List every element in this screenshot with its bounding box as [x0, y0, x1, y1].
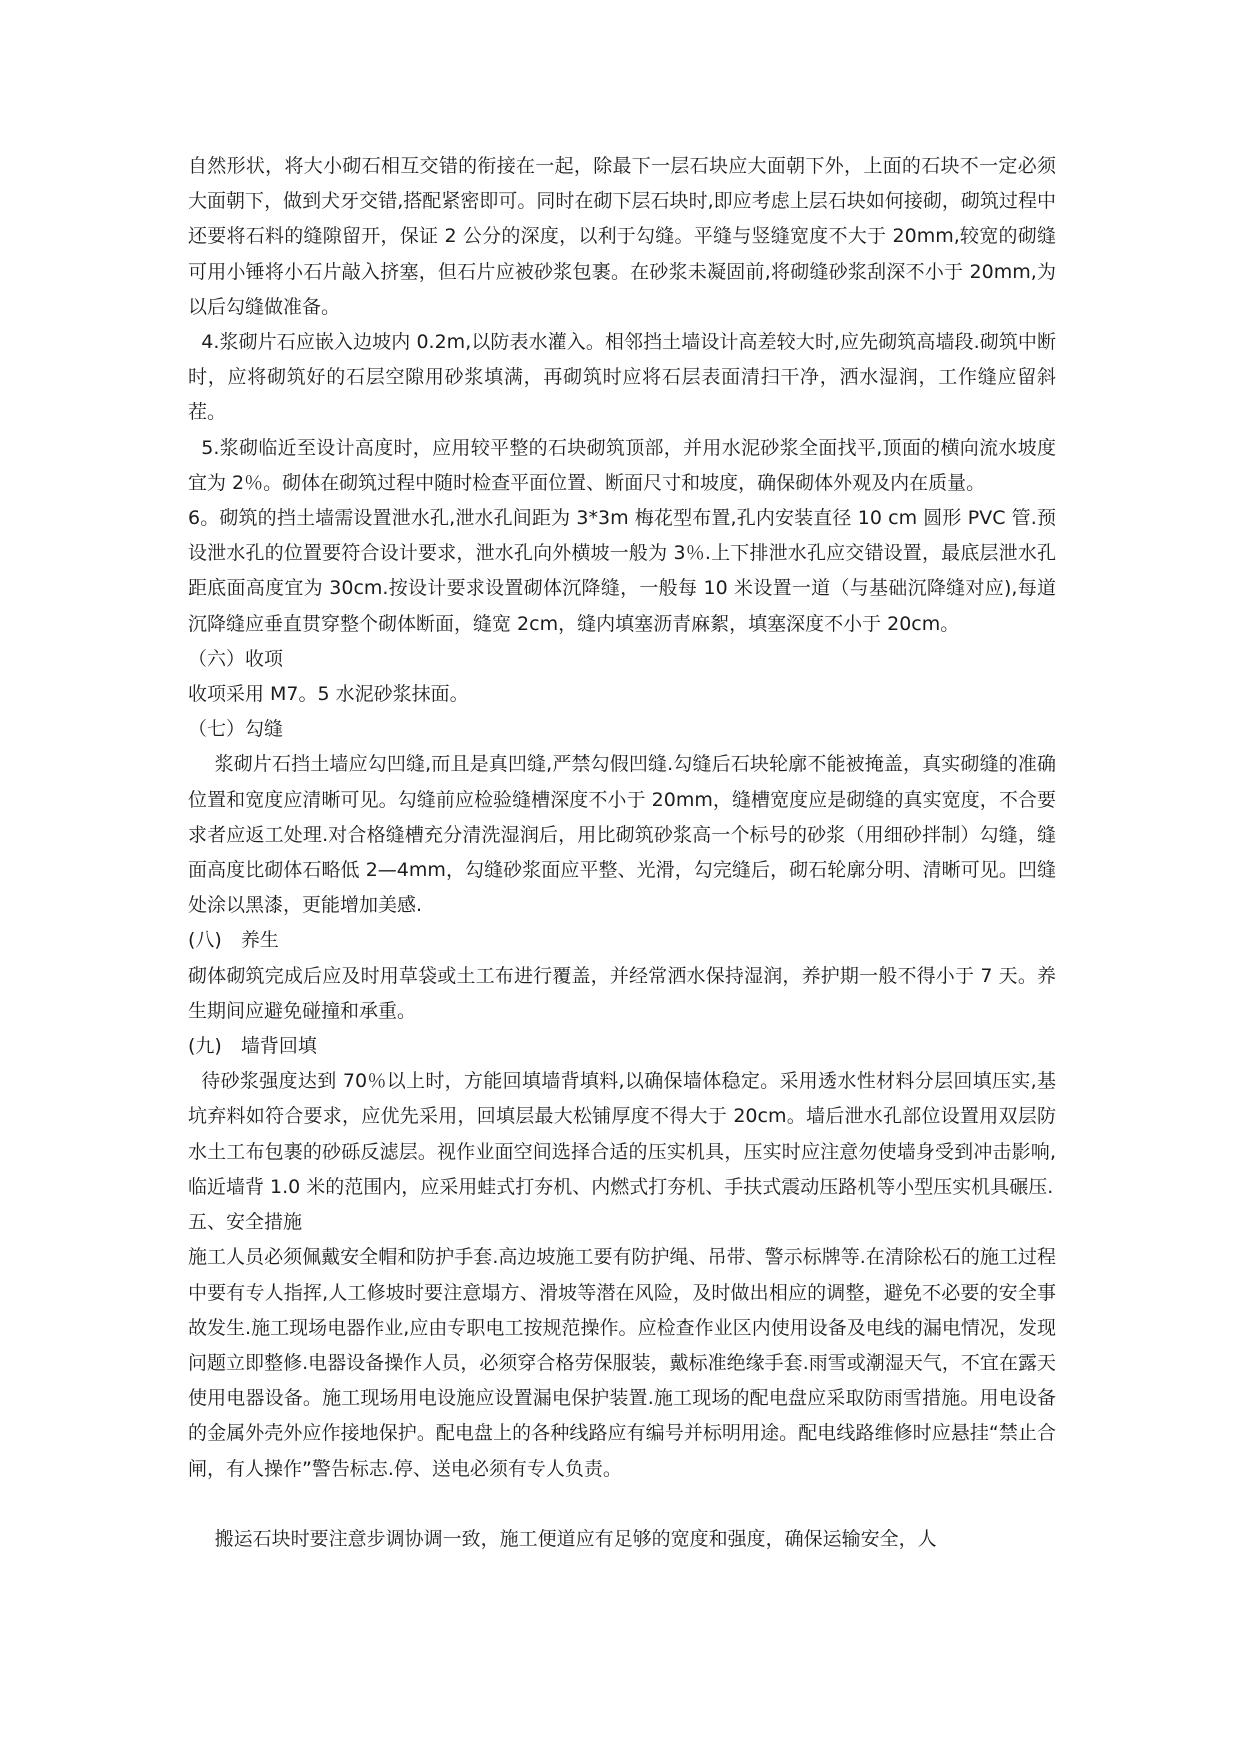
- section-heading-6: （六）收项: [188, 647, 284, 670]
- section-heading-7: （七）勾缝: [188, 718, 284, 741]
- paragraph-item-4: 4.浆砌片石应嵌入边坡内 0.2m,以防表水灌入。相邻挡土墙设计高差较大时,应先砌筑高墙段.砌筑中断时，应将砌筑好的石层空隙用砂浆填满，再砌筑时应将石层表面清扫干净，洒水湿润，工作缝应留斜茬。: [188, 331, 1056, 424]
- paragraph-item-5: 5.浆砌临近至设计高度时，应用较平整的石块砌筑顶部，并用水泥砂浆全面找平,顶面的横向流水坡度宜为 2％。砌体在砌筑过程中随时检查平面位置、断面尺寸和坡度，确保砌体外观及内在质量。: [188, 436, 1056, 494]
- section-heading-safety: 五、安全措施: [188, 1211, 303, 1234]
- section-heading-8: (八) 养生: [188, 929, 279, 952]
- paragraph-capping: 收项采用 M7。5 水泥砂浆抹面。: [188, 683, 469, 706]
- paragraph-backfill: 待砂浆强度达到 70％以上时，方能回填墙背填料,以确保墙体稳定。采用透水性材料分层回填压实,基坑弃料如符合要求，应优先采用，回填层最大松铺厚度不得大于 20cm。墙后泄水孔部位设置用双层防水土工布包裹的砂砾反滤层。视作业面空间选择合适的压实机具，压实时应注意勿使墙身受到冲击影响,临近墙背 1.0 米的范围内，应采用蛙式打夯机、内燃式打夯机、手扶式震动压路机等小型压实机具碾压.: [188, 1070, 1056, 1198]
- section-heading-9: (九) 墙背回填: [188, 1035, 317, 1058]
- paragraph-spacer: [188, 1487, 1056, 1522]
- paragraph-transport: 搬运石块时要注意步调协调一致，施工便道应有足够的宽度和强度，确保运输安全，人: [214, 1527, 937, 1550]
- paragraph-safety: 施工人员必须佩戴安全帽和防护手套.高边坡施工要有防护绳、吊带、警示标牌等.在清除松石的施工过程中要有专人指挥,人工修坡时要注意塌方、滑坡等潜在风险，及时做出相应的调整，避免不必要的安全事故发生.施工现场电器作业,应由专职电工按规范操作。应检查作业区内使用设备及电线的漏电情况，发现问题立即整修.电器设备操作人员，必须穿合格劳保服装，戴标准绝缘手套.雨雪或潮湿天气，不宜在露天使用电器设备。施工现场用电设施应设置漏电保护装置.施工现场的配电盘应采取防雨雪措施。用电设备的金属外壳外应作接地保护。配电盘上的各种线路应有编号并标明用途。配电线路维修时应悬挂“禁止合闸，有人操作”警告标志.停、送电必须有专人负责。: [188, 1246, 1056, 1480]
- paragraph-pointing: 浆砌片石挡土墙应勾凹缝,而且是真凹缝,严禁勾假凹缝.勾缝后石块轮廓不能被掩盖，真实砌缝的准确位置和宽度应清晰可见。勾缝前应检验缝槽深度不小于 20mm，缝槽宽度应是砌缝的真实宽度，不合要求者应返工处理.对合格缝槽充分清洗湿润后，用比砌筑砂浆高一个标号的砂浆（用细砂拌制）勾缝，缝面高度比砌体石略低 2—4mm，勾缝砂浆面应平整、光滑，勾完缝后，砌石轮廓分明、清晰可见。凹缝处涂以黑漆，更能增加美感.: [188, 753, 1056, 917]
- paragraph-item-6: 6。砌筑的挡土墙需设置泄水孔,泄水孔间距为 3*3m 梅花型布置,孔内安装直径 10 cm 圆形 PVC 管.预设泄水孔的位置要符合设计要求，泄水孔向外横坡一般为 3％.上下排泄水孔应交错设置，最底层泄水孔距底面高度宜为 30cm.按设计要求设置砌体沉降缝，一般每 10 米设置一道（与基础沉降缝对应),每道沉降缝应垂直贯穿整个砌体断面，缝宽 2cm，缝内填塞沥青麻絮，填塞深度不小于 20cm。: [188, 507, 1056, 635]
- document-body: [188, 149, 1056, 1557]
- paragraph-masonry-method: 自然形状，将大小砌石相互交错的衔接在一起，除最下一层石块应大面朝下外，上面的石块不一定必须大面朝下，做到犬牙交错,搭配紧密即可。同时在砌下层石块时,即应考虑上层石块如何接砌，砌筑过程中还要将石料的缝隙留开，保证 2 公分的深度，以利于勾缝。平缝与竖缝宽度不大于 20mm,较宽的砌缝可用小锤将小石片敲入挤塞，但石片应被砂浆包裹。在砂浆未凝固前,将砌缝砂浆刮深不小于 20mm,为以后勾缝做准备。: [188, 155, 1056, 318]
- paragraph-curing: 砌体砌筑完成后应及时用草袋或土工布进行覆盖，并经常洒水保持湿润，养护期一般不得小于 7 天。养生期间应避免碰撞和承重。: [188, 964, 1056, 1022]
